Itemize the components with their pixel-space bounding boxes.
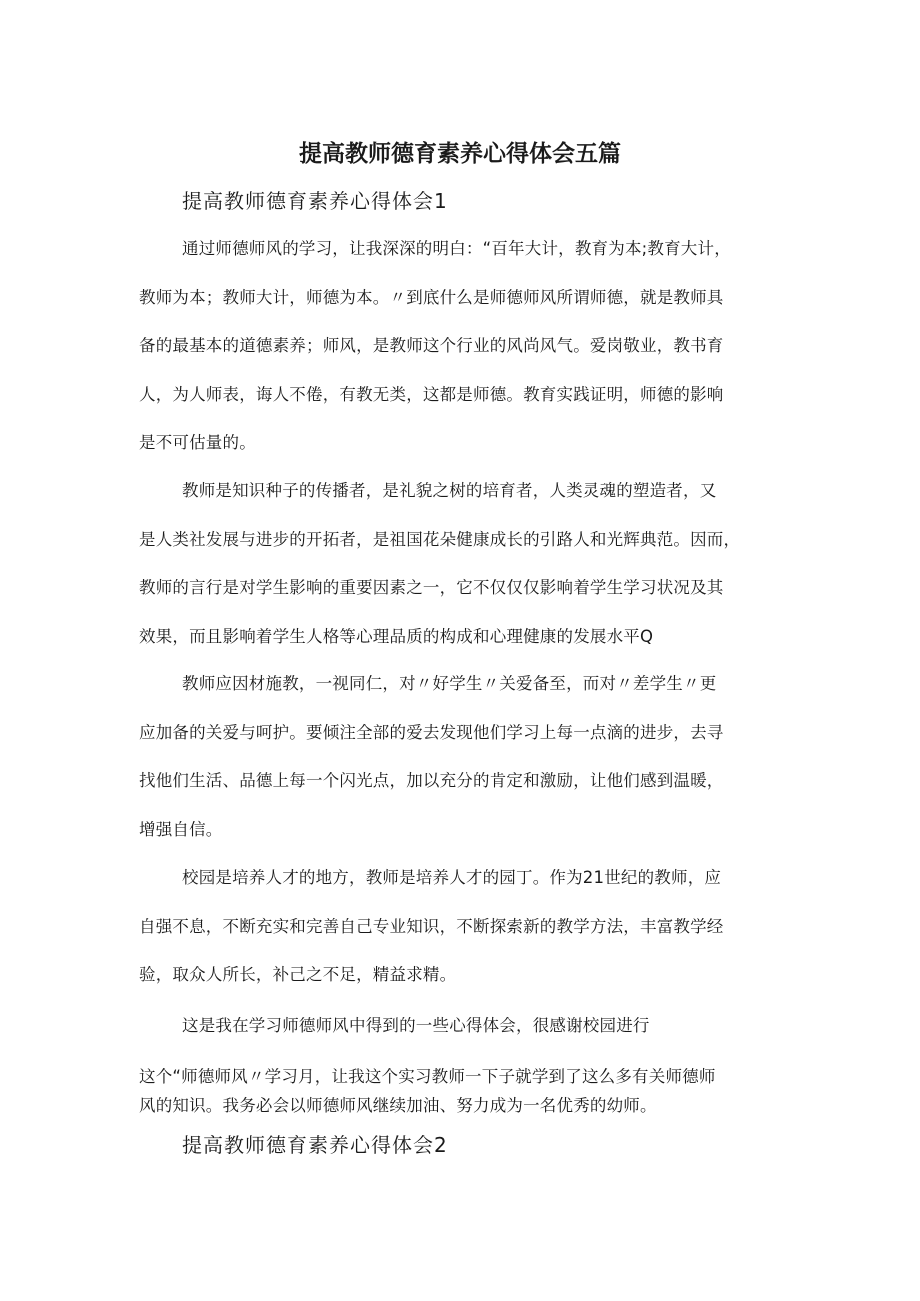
paragraph-6	[139, 1062, 799, 1120]
paragraph-line: 教师为本；教师大计，师德为本。〃到底什么是师德师风所谓师德，就是教师具	[139, 287, 724, 307]
document-title: 提高教师德育素养心得体会五篇	[299, 141, 621, 167]
paragraph-5	[139, 1002, 799, 1051]
paragraph-line: 是不可估量的。	[139, 433, 256, 452]
paragraph-line: 教师的言行是对学生影响的重要因素之一，它不仅仅仅影响着学生学习状况及其	[139, 578, 724, 597]
paragraph-line: 风的知识。我务必会以师德师风继续加油、努力成为一名优秀的幼师。	[139, 1096, 657, 1115]
paragraph-line: 验，取众人所长，补己之不足，精益求精。	[139, 965, 457, 984]
paragraph-4	[139, 854, 799, 1000]
paragraph-line: 效果，而且影响着学生人格等心理品质的构成和心理健康的发展水平Q	[139, 626, 654, 646]
paragraph-line: 教师是知识种子的传播者，是礼貌之树的培育者，人类灵魂的塑造者，又	[182, 481, 717, 500]
paragraph-line: 通过师德师风的学习，让我深深的明白：“百年大计，教育为本;教育大计，	[182, 239, 731, 258]
section-heading-1: 提高教师德育素养心得体会1	[182, 189, 448, 213]
paragraph-line: 备的最基本的道德素养；师风，是教师这个行业的风尚风气。爱岗敬业，教书育	[139, 336, 724, 355]
paragraph-1	[139, 225, 799, 468]
paragraph-line: 找他们生活、品德上每一个闪光点，加以充分的肯定和激励，让他们感到温暖，	[139, 771, 724, 790]
paragraph-line: 增强自信。	[139, 819, 223, 839]
paragraph-line: 应加备的关爱与呵护。要倾注全部的爱去发现他们学习上每一点滴的进步，去寻	[139, 722, 724, 742]
paragraph-line: 这是我在学习师德师风中得到的一些心得体会，很感谢校园进行	[182, 1016, 650, 1035]
paragraph-line: 是人类社发展与进步的开拓者，是祖国花朵健康成长的引路人和光辉典范。因而，	[139, 529, 741, 549]
paragraph-line: 教师应因材施教，一视同仁，对〃好学生〃关爱备至，而对〃差学生〃更	[182, 674, 717, 693]
paragraph-line: 这个“师德师风〃学习月，让我这个实习教师一下子就学到了这么多有关师德师	[139, 1067, 716, 1086]
paragraph-line: 人，为人师表，诲人不倦，有教无类，这都是师德。教育实践证明，师德的影响	[139, 384, 724, 404]
paragraph-line: 校园是培养人才的地方，教师是培养人才的园丁。作为21世纪的教师，应	[182, 868, 722, 887]
paragraph-2	[139, 467, 799, 661]
paragraph-3	[139, 660, 799, 854]
paragraph-line: 自强不息，不断充实和完善自己专业知识，不断探索新的教学方法，丰富教学经	[139, 916, 724, 936]
section-heading-2: 提高教师德育素养心得体会2	[182, 1133, 448, 1157]
